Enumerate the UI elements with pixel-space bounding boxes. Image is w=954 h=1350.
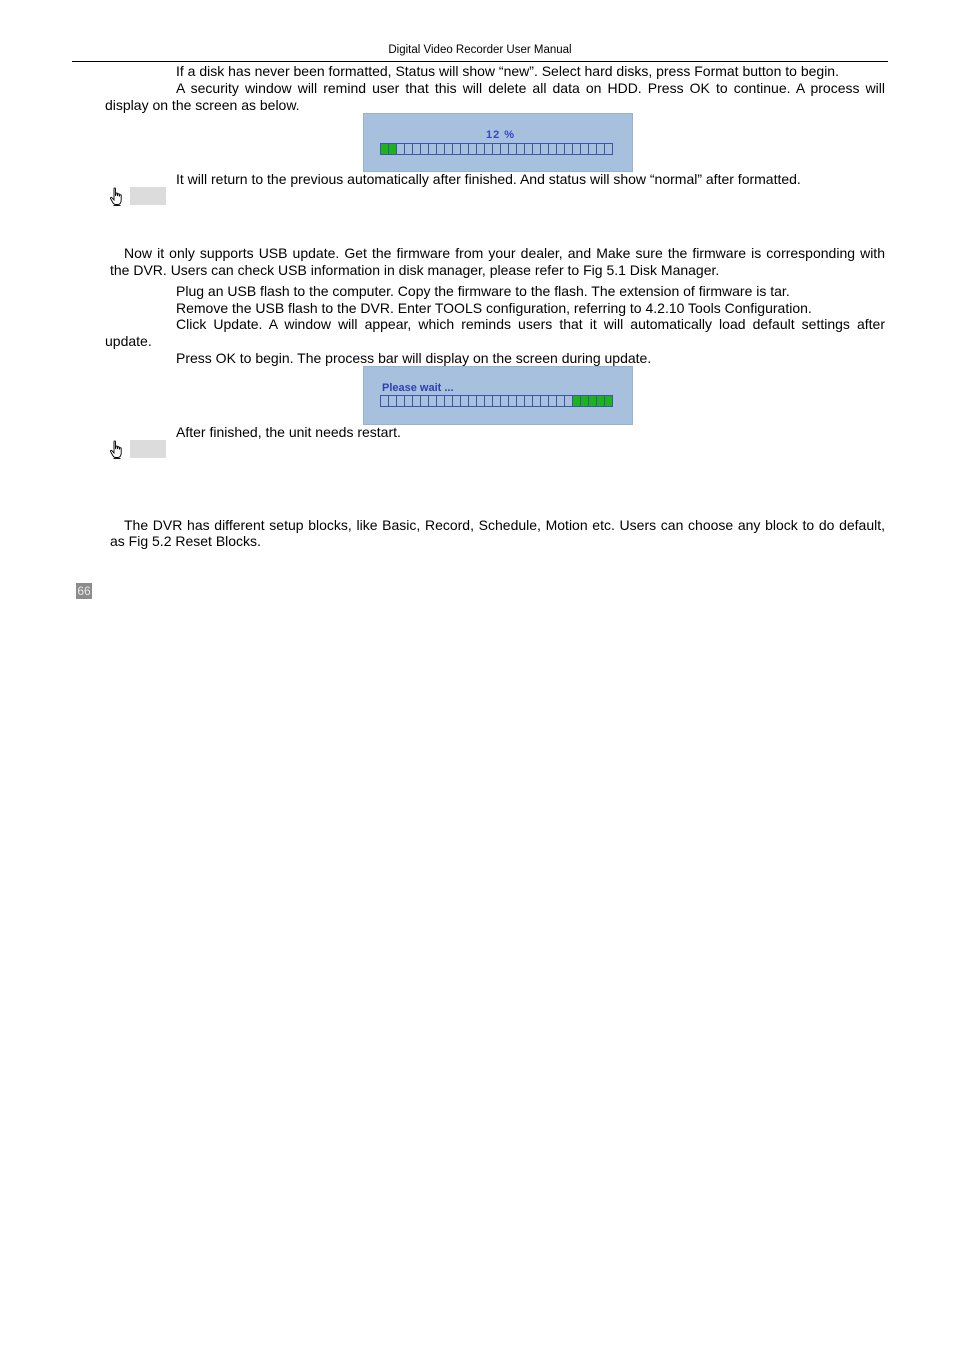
progress-segment [437, 144, 444, 154]
default-text-1: The DVR has different setup blocks, like Basic, Record, Schedule, Motion etc. Users can choose any block to do default, [124, 517, 885, 533]
progress-segment [597, 144, 604, 154]
progress-segment [381, 144, 388, 154]
upgrade-intro-2: the DVR. Users can check USB information in disk manager, please refer to Fig 5.1 Disk Manager. [110, 262, 720, 278]
update-progress-bar [380, 395, 613, 407]
upgrade-step-2: Remove the USB flash to the DVR. Enter TOOLS configuration, referring to 4.2.10 Tools Configuration. [176, 300, 812, 316]
default-text-2: as Fig 5.2 Reset Blocks. [110, 533, 261, 549]
progress-segment [509, 396, 516, 406]
note-label-box [130, 187, 166, 205]
progress-segment [405, 396, 412, 406]
hand-pointer-icon [109, 187, 125, 207]
format-after-text: It will return to the previous automatically after finished. And status will show “normal” after formatted. [176, 171, 801, 187]
progress-segment [581, 396, 588, 406]
format-text-1: If a disk has never been formatted, Status will show “new”. Select hard disks, press Format button to begin. [176, 63, 839, 79]
progress-segment [557, 396, 564, 406]
progress-segment [541, 144, 548, 154]
upgrade-step-1: Plug an USB flash to the computer. Copy the firmware to the flash. The extension of firmware is tar. [176, 283, 790, 299]
progress-segment [485, 144, 492, 154]
progress-segment [421, 144, 428, 154]
format-progress-panel [363, 113, 633, 172]
page-number: 66 [77, 584, 91, 598]
progress-segment [461, 396, 468, 406]
progress-segment [421, 396, 428, 406]
upgrade-after-text: After finished, the unit needs restart. [176, 424, 401, 440]
progress-segment [549, 144, 556, 154]
progress-segment [517, 396, 524, 406]
progress-segment [381, 396, 388, 406]
progress-segment [493, 144, 500, 154]
progress-segment [541, 396, 548, 406]
progress-segment [573, 144, 580, 154]
progress-segment [445, 144, 452, 154]
progress-segment [565, 396, 572, 406]
please-wait-label: Please wait ... [382, 382, 454, 394]
progress-segment [557, 144, 564, 154]
progress-segment [405, 144, 412, 154]
progress-segment [605, 396, 612, 406]
progress-segment [501, 144, 508, 154]
note-label-box [130, 440, 166, 458]
progress-segment [509, 144, 516, 154]
progress-segment [525, 144, 532, 154]
upgrade-step-4: Press OK to begin. The process bar will display on the screen during update. [176, 350, 652, 366]
progress-segment [573, 396, 580, 406]
progress-segment [549, 396, 556, 406]
progress-segment [533, 144, 540, 154]
progress-segment [485, 396, 492, 406]
upgrade-step-3b: update. [105, 333, 152, 349]
progress-segment [605, 144, 612, 154]
format-progress-percent: 12 % [486, 129, 516, 141]
progress-segment [461, 144, 468, 154]
progress-segment [477, 144, 484, 154]
progress-segment [589, 396, 596, 406]
progress-segment [581, 144, 588, 154]
progress-segment [413, 396, 420, 406]
upgrade-step-3a: Click Update. A window will appear, which reminds users that it will automatically load default settings after [176, 316, 885, 332]
progress-segment [517, 144, 524, 154]
progress-segment [389, 144, 396, 154]
format-text-3: display on the screen as below. [105, 97, 300, 113]
progress-segment [429, 144, 436, 154]
progress-segment [477, 396, 484, 406]
header-title: Digital Video Recorder User Manual [388, 44, 572, 56]
progress-segment [453, 144, 460, 154]
progress-segment [453, 396, 460, 406]
format-text-2: A security window will remind user that this will delete all data on HDD. Press OK to continue. A process will [176, 80, 885, 96]
progress-segment [525, 396, 532, 406]
progress-segment [389, 396, 396, 406]
progress-segment [589, 144, 596, 154]
progress-segment [413, 144, 420, 154]
header-divider [72, 61, 888, 62]
hand-pointer-icon [109, 440, 125, 460]
progress-segment [533, 396, 540, 406]
progress-segment [469, 396, 476, 406]
progress-segment [429, 396, 436, 406]
upgrade-intro-1: Now it only supports USB update. Get the firmware from your dealer, and Make sure the firmware is corresponding with [124, 245, 885, 261]
progress-segment [397, 396, 404, 406]
progress-segment [445, 396, 452, 406]
progress-segment [565, 144, 572, 154]
progress-segment [501, 396, 508, 406]
progress-segment [597, 396, 604, 406]
update-progress-panel [363, 366, 633, 425]
progress-segment [397, 144, 404, 154]
format-progress-bar [380, 143, 613, 155]
progress-segment [493, 396, 500, 406]
progress-segment [437, 396, 444, 406]
progress-segment [469, 144, 476, 154]
